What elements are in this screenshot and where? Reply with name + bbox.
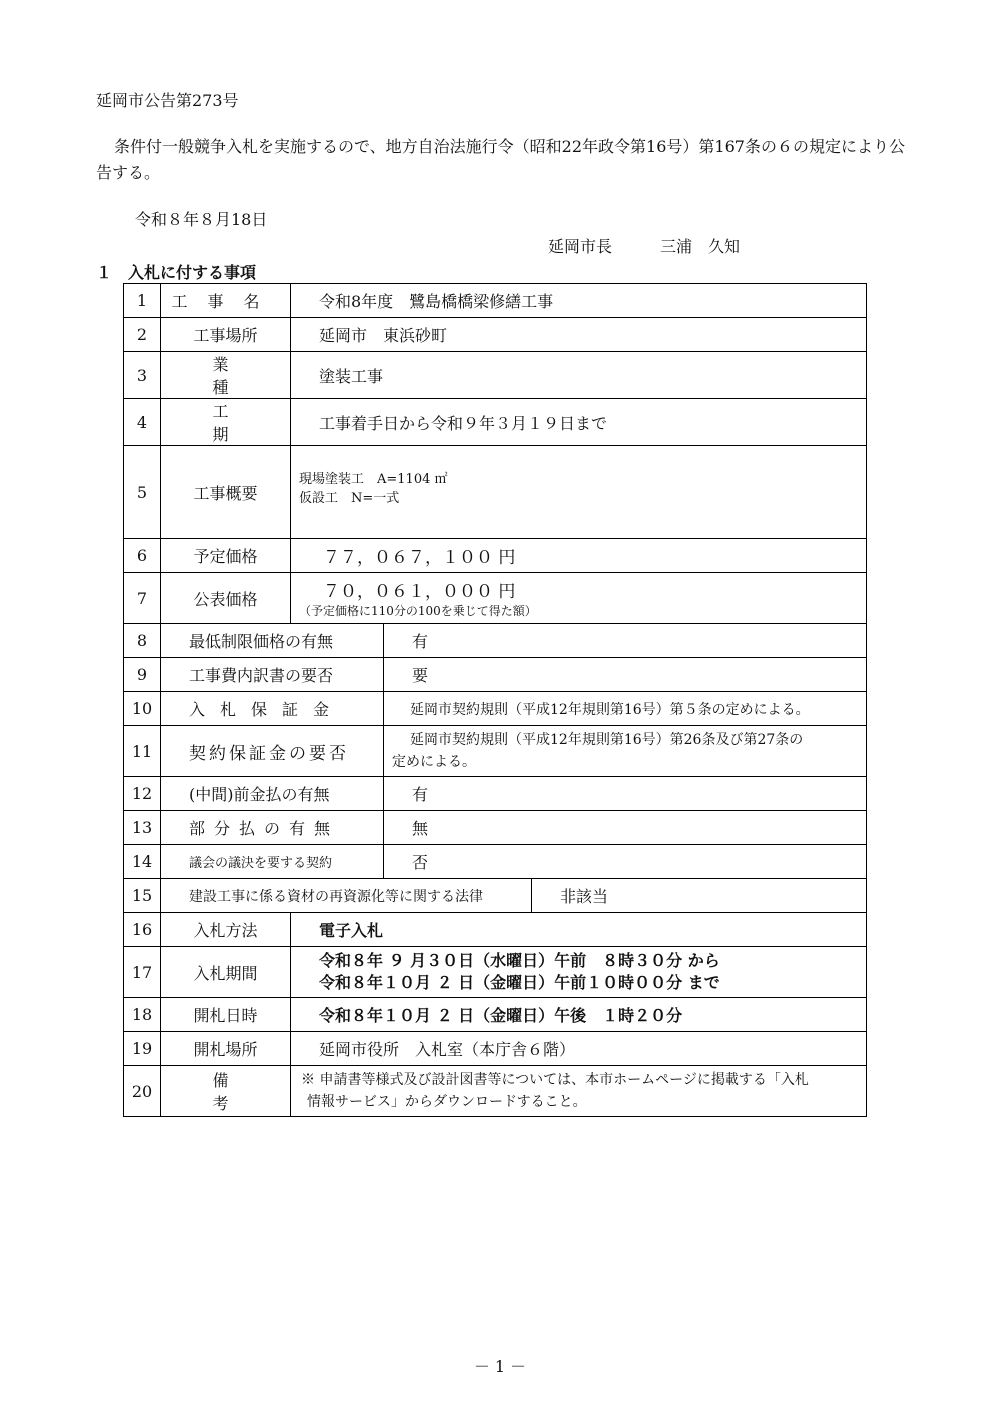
table-row bbox=[124, 811, 867, 845]
row-value: 塗装工事 bbox=[291, 352, 867, 399]
row-number: 2 bbox=[124, 318, 161, 352]
row-value: 令和8年度 鷺島橋橋梁修繕工事 bbox=[291, 284, 867, 318]
table-row bbox=[124, 777, 867, 811]
table-row bbox=[124, 692, 867, 726]
notice-date: 令和８年８月18日 bbox=[135, 210, 268, 229]
row-number: 13 bbox=[124, 811, 161, 845]
remarks-line-2: 情報サービス」からダウンロードすること。 bbox=[307, 1094, 587, 1110]
row-value: 有 bbox=[384, 624, 867, 658]
published-price: ７０，０６１，０００ 円 bbox=[323, 582, 516, 602]
row-label: 工事場所 bbox=[161, 318, 291, 352]
bid-period-end: 令和８年１０月 ２ 日（金曜日）午前１０時００分 まで bbox=[319, 973, 720, 992]
row-number: 8 bbox=[124, 624, 161, 658]
row-label: 入札保証金 bbox=[161, 692, 384, 726]
opening-place: 延岡市役所 入札室（本庁舎６階） bbox=[291, 1032, 867, 1066]
table-row bbox=[124, 318, 867, 352]
table-row bbox=[124, 1066, 867, 1117]
table-row bbox=[124, 352, 867, 399]
row-number: 14 bbox=[124, 845, 161, 879]
row-value: 延岡市 東浜砂町 bbox=[291, 318, 867, 352]
row-label: 議会の議決を要する契約 bbox=[161, 845, 384, 879]
published-price-note: （予定価格に110分の100を乗じて得た額） bbox=[299, 604, 537, 618]
table-row bbox=[124, 573, 867, 624]
row-value bbox=[384, 726, 867, 777]
row-number: 20 bbox=[124, 1066, 161, 1117]
remarks bbox=[291, 1066, 867, 1117]
row-number: 11 bbox=[124, 726, 161, 777]
row-value: 無 bbox=[384, 811, 867, 845]
summary-line-1: 現場塗装工 A=1104 ㎡ bbox=[299, 472, 448, 487]
bid-method: 電子入札 bbox=[291, 913, 867, 947]
summary-line-2: 仮設工 N=一式 bbox=[299, 491, 400, 506]
row-number: 18 bbox=[124, 998, 161, 1032]
row-number: 1 bbox=[124, 284, 161, 318]
row-label: (中間)前金払の有無 bbox=[161, 777, 384, 811]
table-row bbox=[124, 284, 867, 318]
row-label: 工事費内訳書の要否 bbox=[161, 658, 384, 692]
row-number: 19 bbox=[124, 1032, 161, 1066]
notice-body: 条件付一般競争入札を実施するので、地方自治法施行令（昭和22年政令第16号）第167条の６の規定により公告する。 bbox=[96, 137, 905, 182]
row-label: 最低制限価格の有無 bbox=[161, 624, 384, 658]
remarks-line-1: ※ 申請書等様式及び設計図書等については、本市ホームページに掲載する「入札 bbox=[301, 1072, 809, 1088]
row-label: 業種 bbox=[161, 352, 291, 399]
row-number: 17 bbox=[124, 947, 161, 998]
notice-number: 延岡市公告第273号 bbox=[96, 91, 239, 110]
row-number: 12 bbox=[124, 777, 161, 811]
table-row bbox=[124, 913, 867, 947]
row-value: 非該当 bbox=[532, 879, 867, 913]
contract-rule-line-2: 定めによる。 bbox=[392, 754, 476, 770]
row-label: 予定価格 bbox=[161, 539, 291, 573]
page-number: － 1 － bbox=[473, 1357, 527, 1376]
mayor-title: 延岡市長 bbox=[548, 237, 613, 256]
table-row bbox=[124, 726, 867, 777]
row-number: 15 bbox=[124, 879, 161, 913]
row-label: 開札場所 bbox=[161, 1032, 291, 1066]
row-number: 6 bbox=[124, 539, 161, 573]
row-value: 要 bbox=[384, 658, 867, 692]
opening-datetime: 令和８年１０月 ２ 日（金曜日）午後 １時２０分 bbox=[291, 998, 867, 1032]
row-number: 10 bbox=[124, 692, 161, 726]
row-label: 開札日時 bbox=[161, 998, 291, 1032]
row-label: 工期 bbox=[161, 399, 291, 446]
table-row bbox=[124, 539, 867, 573]
table-row bbox=[124, 845, 867, 879]
row-value bbox=[291, 446, 867, 539]
row-label: 工事名 bbox=[161, 284, 291, 318]
table-row bbox=[124, 399, 867, 446]
row-number: 9 bbox=[124, 658, 161, 692]
row-label: 契約保証金の要否 bbox=[161, 726, 384, 777]
section-title: １ 入札に付する事項 bbox=[96, 263, 257, 282]
row-value: 有 bbox=[384, 777, 867, 811]
row-number: 3 bbox=[124, 352, 161, 399]
table-row bbox=[124, 947, 867, 998]
row-value bbox=[291, 573, 867, 624]
planned-price: ７７，０６７，１００ 円 bbox=[291, 539, 867, 573]
table-row bbox=[124, 1032, 867, 1066]
row-label: 入札方法 bbox=[161, 913, 291, 947]
row-label: 公表価格 bbox=[161, 573, 291, 624]
row-label: 備考 bbox=[161, 1066, 291, 1117]
table-row bbox=[124, 624, 867, 658]
row-label: 部分払の有無 bbox=[161, 811, 384, 845]
table-row bbox=[124, 998, 867, 1032]
bid-period bbox=[291, 947, 867, 998]
row-number: 7 bbox=[124, 573, 161, 624]
row-number: 16 bbox=[124, 913, 161, 947]
row-number: 5 bbox=[124, 446, 161, 539]
row-value: 工事着手日から令和９年３月１９日まで bbox=[291, 399, 867, 446]
row-label: 入札期間 bbox=[161, 947, 291, 998]
bid-period-start: 令和８年 ９ 月３０日（水曜日）午前 ８時３０分 から bbox=[319, 951, 720, 970]
row-label: 工事概要 bbox=[161, 446, 291, 539]
table-row bbox=[124, 658, 867, 692]
table-row bbox=[124, 446, 867, 539]
row-value: 延岡市契約規則（平成12年規則第16号）第５条の定めによる。 bbox=[384, 692, 867, 726]
row-label: 建設工事に係る資材の再資源化等に関する法律 bbox=[161, 879, 532, 913]
mayor-name: 三浦 久知 bbox=[660, 237, 741, 256]
bid-items-table bbox=[123, 283, 867, 1117]
contract-rule-line-1: 延岡市契約規則（平成12年規則第16号）第26条及び第27条の bbox=[410, 732, 804, 748]
row-value: 否 bbox=[384, 845, 867, 879]
row-number: 4 bbox=[124, 399, 161, 446]
table-row bbox=[124, 879, 867, 913]
